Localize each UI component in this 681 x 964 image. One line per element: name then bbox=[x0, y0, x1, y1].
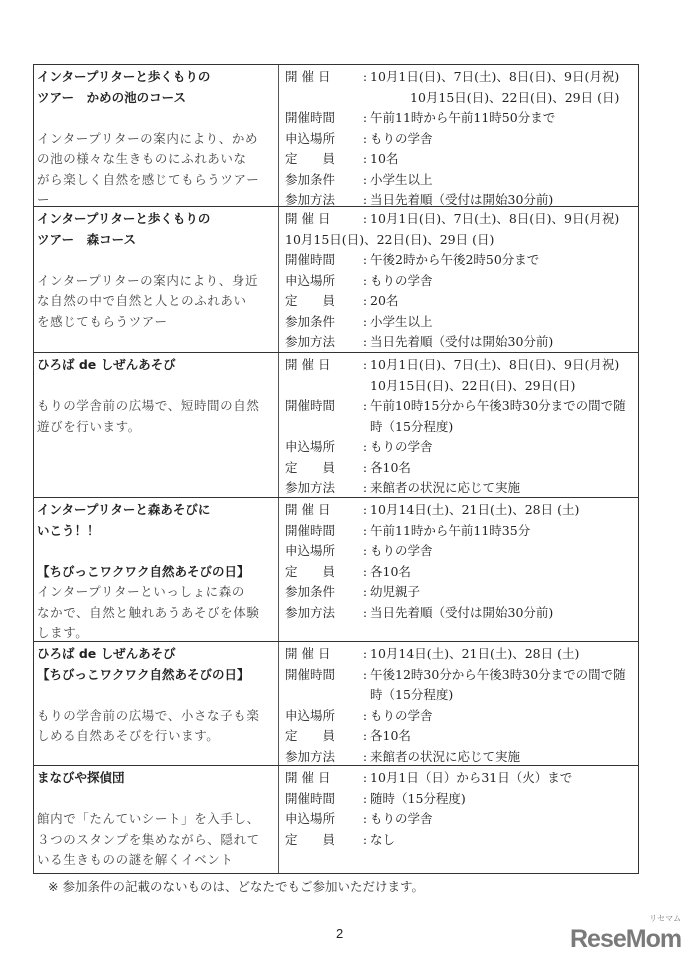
event-title: ひろば de しぜんあそび bbox=[37, 646, 176, 661]
detail-separator: : bbox=[362, 748, 368, 764]
detail-value bbox=[370, 271, 634, 292]
detail-label: 参加方法 bbox=[285, 604, 336, 620]
detail-item bbox=[285, 250, 634, 271]
detail-separator: : bbox=[362, 211, 368, 226]
detail-value-line: 10月15日(日)、22日(日)、29日(日) bbox=[370, 377, 576, 393]
detail-value-line: 午後2時から午後2時50分まで bbox=[370, 252, 540, 267]
detail-label: 開催時間 bbox=[285, 398, 336, 413]
blank-line bbox=[37, 685, 275, 706]
detail-item bbox=[285, 665, 634, 706]
resemom-logo bbox=[570, 914, 681, 953]
detail-label: 申込場所 bbox=[285, 543, 336, 558]
detail-value bbox=[370, 500, 634, 521]
detail-value-line: 10月14日(土)、21日(土)、28日 (土) bbox=[370, 646, 580, 661]
detail-label: 開 催 日 bbox=[285, 770, 331, 785]
detail-item bbox=[285, 108, 634, 129]
event-description-cell bbox=[34, 353, 279, 497]
detail-separator: : bbox=[362, 252, 368, 267]
detail-item bbox=[285, 830, 634, 851]
detail-label: 参加方法 bbox=[285, 748, 336, 764]
detail-value-line: 当日先着順（受付は開始30分前) bbox=[370, 334, 554, 349]
detail-value bbox=[370, 726, 634, 747]
detail-value-line: なし bbox=[370, 831, 396, 847]
detail-separator: : bbox=[362, 563, 368, 579]
detail-label: 申込場所 bbox=[285, 130, 336, 146]
detail-value-line: 10名 bbox=[370, 151, 399, 166]
detail-label: 参加方法 bbox=[285, 480, 336, 495]
detail-value bbox=[370, 562, 634, 583]
detail-value-line: 午前10時15分から午後3時30分までの間で随 bbox=[370, 398, 626, 413]
detail-separator: : bbox=[362, 293, 368, 308]
detail-value bbox=[370, 789, 634, 810]
event-description-line: がら楽しく自然を感じてもらうツアー bbox=[37, 171, 260, 187]
detail-value bbox=[370, 706, 634, 727]
detail-value-line: もりの学舎 bbox=[370, 811, 433, 826]
detail-separator: : bbox=[362, 151, 368, 166]
event-description-line: 遊びを行います。 bbox=[37, 418, 141, 434]
detail-label: 開 催 日 bbox=[285, 646, 331, 661]
event-row bbox=[34, 766, 638, 874]
detail-item bbox=[285, 582, 634, 603]
detail-value-line: 時（15分程度) bbox=[370, 418, 454, 434]
detail-value bbox=[370, 644, 634, 665]
detail-label: 定 員 bbox=[285, 563, 336, 579]
event-title: まなびや探偵団 bbox=[37, 770, 125, 785]
detail-value-line: もりの学舎 bbox=[370, 707, 433, 723]
event-row bbox=[34, 65, 638, 207]
event-description-line: な自然の中で自然と人とのふれあい bbox=[37, 293, 247, 308]
detail-value bbox=[370, 768, 634, 789]
detail-value bbox=[370, 478, 634, 499]
detail-item bbox=[285, 562, 634, 583]
detail-value-line: 午後12時30分から午後3時30分までの間で随 bbox=[370, 666, 626, 682]
event-description-cell bbox=[34, 766, 279, 873]
detail-value bbox=[370, 437, 634, 458]
detail-item bbox=[285, 541, 634, 562]
detail-item bbox=[285, 458, 634, 479]
detail-value-line: 当日先着順（受付は開始30分前) bbox=[370, 604, 554, 620]
event-title: 【ちびっこワクワク自然あそびの日】 bbox=[37, 666, 250, 682]
detail-item bbox=[285, 396, 634, 437]
detail-label: 開 催 日 bbox=[285, 69, 331, 84]
detail-label: 定 員 bbox=[285, 728, 336, 743]
event-table bbox=[33, 64, 639, 874]
detail-value bbox=[370, 458, 634, 479]
event-description-cell bbox=[34, 207, 279, 352]
detail-label: 申込場所 bbox=[285, 272, 336, 288]
detail-separator: : bbox=[362, 313, 368, 329]
detail-separator: : bbox=[362, 522, 368, 538]
detail-value bbox=[370, 541, 634, 562]
detail-item bbox=[285, 437, 634, 458]
detail-item bbox=[285, 67, 634, 108]
detail-label: 定 員 bbox=[285, 459, 336, 475]
detail-value bbox=[370, 250, 634, 271]
detail-value bbox=[370, 830, 634, 851]
detail-label: 開 催 日 bbox=[285, 502, 331, 517]
detail-separator: : bbox=[362, 707, 368, 723]
event-title: ツアー かめの池のコース bbox=[37, 89, 187, 105]
event-description-line: いる生きものの謎を解くイベント bbox=[37, 852, 234, 867]
blank-line bbox=[37, 108, 275, 129]
detail-item bbox=[285, 332, 634, 353]
detail-separator: : bbox=[362, 459, 368, 475]
detail-value-line: もりの学舎 bbox=[370, 272, 433, 288]
logo-subtext: リセマム bbox=[649, 914, 681, 923]
event-description-line: します。 bbox=[37, 625, 89, 640]
event-details-cell bbox=[279, 207, 638, 352]
detail-label: 定 員 bbox=[285, 831, 336, 847]
event-description-line: しめる自然あそびを行います。 bbox=[37, 728, 220, 743]
event-row bbox=[34, 642, 638, 766]
detail-value-line: 幼児親子 bbox=[370, 584, 421, 599]
detail-separator: : bbox=[362, 728, 368, 743]
detail-value bbox=[370, 665, 634, 706]
detail-value bbox=[370, 603, 634, 624]
detail-separator: : bbox=[362, 646, 368, 661]
event-description-line: ３つのスタンプを集めながら、隠れて bbox=[37, 831, 260, 847]
detail-value bbox=[370, 332, 634, 353]
detail-value-line: 各10名 bbox=[370, 563, 411, 579]
detail-value bbox=[370, 582, 634, 603]
detail-item bbox=[285, 706, 634, 727]
detail-label: 参加条件 bbox=[285, 313, 336, 329]
detail-separator: : bbox=[362, 272, 368, 288]
event-row bbox=[34, 498, 638, 642]
detail-value-line: 小学生以上 bbox=[370, 313, 433, 329]
detail-value bbox=[370, 809, 634, 830]
blank-line bbox=[37, 376, 275, 397]
event-details-cell bbox=[279, 353, 638, 497]
detail-item bbox=[285, 478, 634, 499]
detail-value bbox=[370, 312, 634, 333]
detail-value bbox=[370, 149, 634, 170]
detail-value-line: 20名 bbox=[370, 293, 399, 308]
detail-separator: : bbox=[362, 110, 368, 125]
detail-value bbox=[370, 170, 634, 191]
detail-separator: : bbox=[362, 171, 368, 187]
event-description-cell bbox=[34, 498, 279, 641]
event-title: インタープリターと歩くもりの bbox=[37, 211, 211, 226]
detail-item bbox=[285, 500, 634, 521]
detail-label: 開 催 日 bbox=[285, 211, 331, 226]
event-description-line: インタープリターの案内により、身近 bbox=[37, 272, 259, 288]
detail-value bbox=[370, 67, 634, 108]
blank-line bbox=[37, 541, 275, 562]
event-details-cell bbox=[279, 642, 638, 765]
detail-label: 開催時間 bbox=[285, 252, 336, 267]
event-title: ひろば de しぜんあそび bbox=[37, 357, 176, 372]
detail-separator: : bbox=[362, 192, 368, 207]
detail-separator: : bbox=[362, 604, 368, 620]
detail-separator: : bbox=[362, 480, 368, 495]
event-description-line: なかで、自然と触れあうあそびを体験 bbox=[37, 604, 260, 620]
detail-item bbox=[285, 789, 634, 810]
detail-label: 開催時間 bbox=[285, 666, 336, 682]
event-description-line: もりの学舎前の広場で、短時間の自然 bbox=[37, 398, 260, 413]
event-description-line: の池の様々な生きものにふれあいな bbox=[37, 151, 247, 166]
detail-value-line: もりの学舎 bbox=[370, 130, 433, 146]
detail-value-line: 10月15日(日)、22日(日)、29日 (日) bbox=[285, 231, 495, 247]
detail-value-line: 時（15分程度) bbox=[370, 687, 454, 702]
event-description-line: インタープリターの案内により、かめ bbox=[37, 130, 259, 146]
detail-label: 参加方法 bbox=[285, 192, 336, 207]
detail-value-line: 午前11時から午前11時35分 bbox=[370, 522, 531, 538]
detail-item bbox=[285, 768, 634, 789]
detail-item bbox=[285, 726, 634, 747]
detail-item bbox=[285, 291, 634, 312]
detail-label: 申込場所 bbox=[285, 811, 336, 826]
page-number: 2 bbox=[336, 926, 344, 941]
detail-item bbox=[285, 271, 634, 292]
detail-item bbox=[285, 149, 634, 170]
detail-separator: : bbox=[362, 770, 368, 785]
event-details-cell bbox=[279, 766, 638, 873]
detail-item bbox=[285, 603, 634, 624]
detail-value-line: 当日先着順（受付は開始30分前) bbox=[370, 192, 554, 207]
detail-separator: : bbox=[362, 790, 368, 806]
detail-separator: : bbox=[362, 69, 368, 84]
event-row bbox=[34, 353, 638, 498]
detail-value-line: 10月1日(日)、7日(土)、8日(日)、9日(月祝) bbox=[370, 69, 620, 84]
detail-separator: : bbox=[362, 666, 368, 682]
detail-label: 開催時間 bbox=[285, 790, 336, 806]
event-description-cell bbox=[34, 65, 279, 206]
detail-value-line: 10月15日(日)、22日(日)、29日 (日) bbox=[410, 89, 620, 105]
detail-value-line: 10月1日(日)、7日(土)、8日(日)、9日(月祝) bbox=[370, 357, 620, 372]
event-description-line: もりの学舎前の広場で、小さな子も楽 bbox=[37, 707, 260, 723]
detail-label: 申込場所 bbox=[285, 439, 336, 454]
detail-separator: : bbox=[362, 334, 368, 349]
event-details-cell bbox=[279, 65, 638, 206]
event-title: ツアー 森コース bbox=[37, 231, 137, 247]
detail-value-line: 10月14日(土)、21日(土)、28日 (土) bbox=[370, 502, 580, 517]
detail-value-line: もりの学舎 bbox=[370, 439, 433, 454]
detail-item bbox=[285, 129, 634, 150]
event-subtitle: 【ちびっこワクワク自然あそびの日】 bbox=[37, 563, 250, 579]
blank-line bbox=[37, 789, 275, 810]
event-description-line: 館内で「たんていシート」を入手し、 bbox=[37, 811, 260, 826]
event-description-line: を感じてもらうツアー bbox=[37, 313, 168, 329]
detail-value-line: 午前11時から午前11時50分まで bbox=[370, 110, 556, 125]
detail-label: 定 員 bbox=[285, 293, 336, 308]
event-description-line: インタープリターといっしょに森の bbox=[37, 584, 245, 599]
detail-value-line: 10月1日(日)、7日(土)、8日(日)、9日(月祝) bbox=[370, 211, 620, 226]
event-title: いこう！！ bbox=[37, 522, 100, 538]
detail-item bbox=[285, 809, 634, 830]
detail-separator: : bbox=[362, 130, 368, 146]
detail-item bbox=[285, 521, 634, 542]
detail-item bbox=[285, 312, 634, 333]
detail-value-line: 10月1日（日）から31日（火）まで bbox=[370, 770, 573, 785]
detail-value bbox=[370, 129, 634, 150]
detail-separator: : bbox=[362, 811, 368, 826]
footnote: ※ 参加条件の記載のないものは、どなたでもご参加いただけます。 bbox=[48, 879, 424, 894]
event-details-cell bbox=[279, 498, 638, 641]
detail-value bbox=[370, 396, 634, 437]
detail-item bbox=[285, 209, 634, 250]
detail-item bbox=[285, 747, 634, 768]
detail-value-line: 来館者の状況に応じて実施 bbox=[370, 748, 521, 764]
detail-value bbox=[370, 521, 634, 542]
detail-item bbox=[285, 355, 634, 396]
detail-label: 参加条件 bbox=[285, 584, 336, 599]
detail-value-line: 随時（15分程度) bbox=[370, 790, 466, 806]
detail-value-line: 小学生以上 bbox=[370, 171, 433, 187]
event-description-line: ー bbox=[37, 192, 51, 207]
detail-value bbox=[370, 747, 634, 768]
detail-value bbox=[370, 355, 634, 396]
detail-label: 開催時間 bbox=[285, 110, 336, 125]
logo-text: ReseMom bbox=[570, 925, 681, 953]
detail-value-line: もりの学舎 bbox=[370, 543, 433, 558]
detail-label: 開催時間 bbox=[285, 522, 336, 538]
detail-separator: : bbox=[362, 831, 368, 847]
detail-separator: : bbox=[362, 439, 368, 454]
detail-separator: : bbox=[362, 502, 368, 517]
detail-label: 参加条件 bbox=[285, 171, 336, 187]
detail-value bbox=[370, 291, 634, 312]
detail-label: 開 催 日 bbox=[285, 357, 331, 372]
event-title: インタープリターと歩くもりの bbox=[37, 69, 211, 84]
detail-item bbox=[285, 170, 634, 191]
detail-value-line: 各10名 bbox=[370, 728, 411, 743]
detail-label: 申込場所 bbox=[285, 707, 336, 723]
detail-label: 定 員 bbox=[285, 151, 336, 166]
detail-value bbox=[370, 108, 634, 129]
event-title: インタープリターと森あそびに bbox=[37, 502, 211, 517]
detail-separator: : bbox=[362, 584, 368, 599]
detail-value-line: 各10名 bbox=[370, 459, 411, 475]
detail-separator: : bbox=[362, 357, 368, 372]
detail-label: 参加方法 bbox=[285, 334, 336, 349]
event-description-cell bbox=[34, 642, 279, 765]
event-row bbox=[34, 207, 638, 353]
detail-item bbox=[285, 644, 634, 665]
blank-line bbox=[37, 250, 275, 271]
detail-separator: : bbox=[362, 398, 368, 413]
detail-value-line: 来館者の状況に応じて実施 bbox=[370, 480, 521, 495]
detail-separator: : bbox=[362, 543, 368, 558]
